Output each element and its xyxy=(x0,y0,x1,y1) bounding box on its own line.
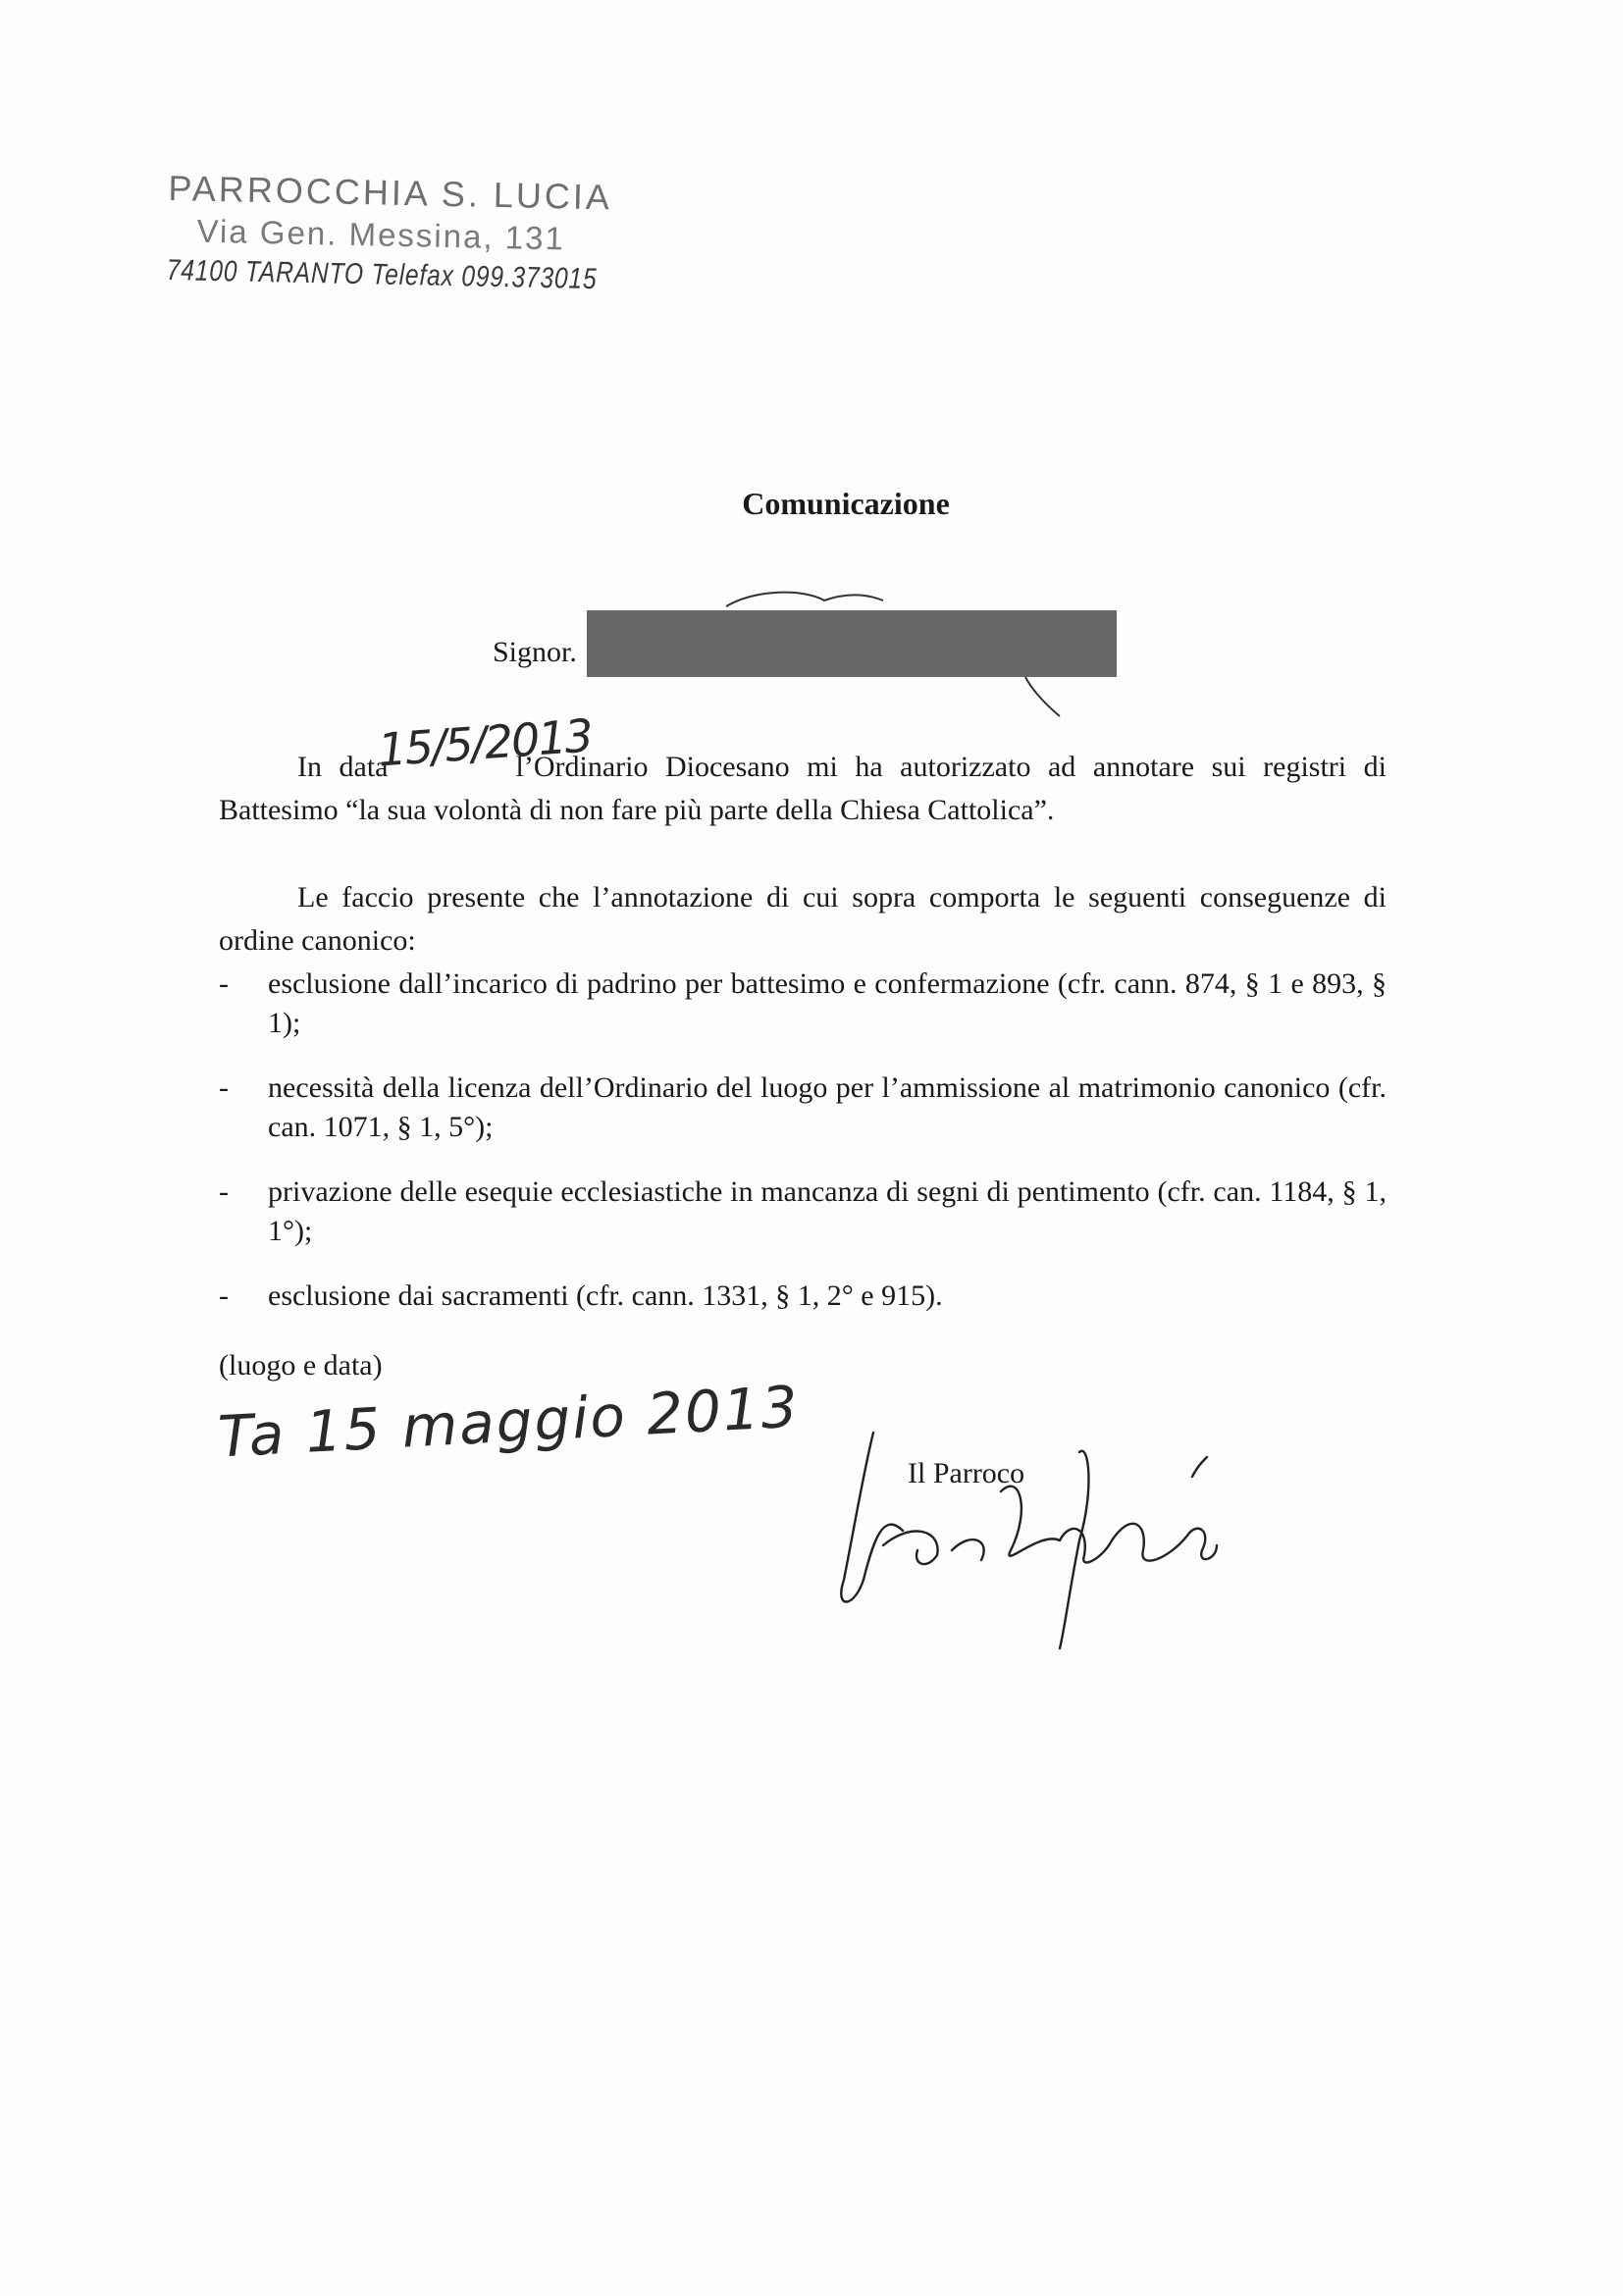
authorization-text: l’Ordinario Diocesano mi ha autorizzato ad annotare sui registri di Battesimo “la sua volontà di non fare più parte della Chiesa Cattolica”. xyxy=(219,751,1387,826)
list-item: - esclusione dall’incarico di padrino per battesimo e confermazione (cfr. cann. 874, § 1 e 893, § 1); xyxy=(219,965,1387,1043)
consequences-intro-text: Le faccio presente che l’annotazione di cui sopra comporta le seguenti conseguenze di ordine canonico: xyxy=(219,881,1387,957)
stamp-parish-name: PARROCCHIA S. LUCIA xyxy=(168,167,613,218)
place-date-label: (luogo e data) xyxy=(219,1349,383,1382)
parish-stamp xyxy=(166,167,620,300)
stamp-address: Via Gen. Messina, 131 xyxy=(196,212,566,257)
redacted-name-block xyxy=(587,610,1117,677)
stamp-city-phone: 74100 TARANTO Telefax 099.373015 xyxy=(166,253,598,296)
addressee-label: Signor. xyxy=(493,636,577,668)
consequences-list xyxy=(219,965,1387,1341)
paragraph-consequences-intro xyxy=(219,876,1387,963)
list-item: - necessità della licenza dell’Ordinario del luogo per l’ammissione al matrimonio canonico (cfr. can. 1071, § 1, 5°); xyxy=(219,1069,1387,1147)
signature-mark xyxy=(841,1433,1217,1648)
handwritten-place-date: Ta 15 maggio 2013 xyxy=(216,1373,802,1471)
signature-label: Il Parroco xyxy=(908,1457,1025,1489)
handwritten-date: 15/5/2013 xyxy=(376,708,594,777)
list-item: - esclusione dai sacramenti (cfr. cann. 1331, § 1, 2° e 915). xyxy=(219,1277,1387,1316)
pen-stroke-top xyxy=(726,593,883,606)
list-item: - privazione delle esequie ecclesiastiche in mancanza di segni di pentimento (cfr. can. 1184, § 1, 1°); xyxy=(219,1173,1387,1251)
page-title: Comunicazione xyxy=(742,486,950,521)
date-prefix: In data xyxy=(297,751,389,783)
pen-stroke-right xyxy=(1025,677,1060,716)
